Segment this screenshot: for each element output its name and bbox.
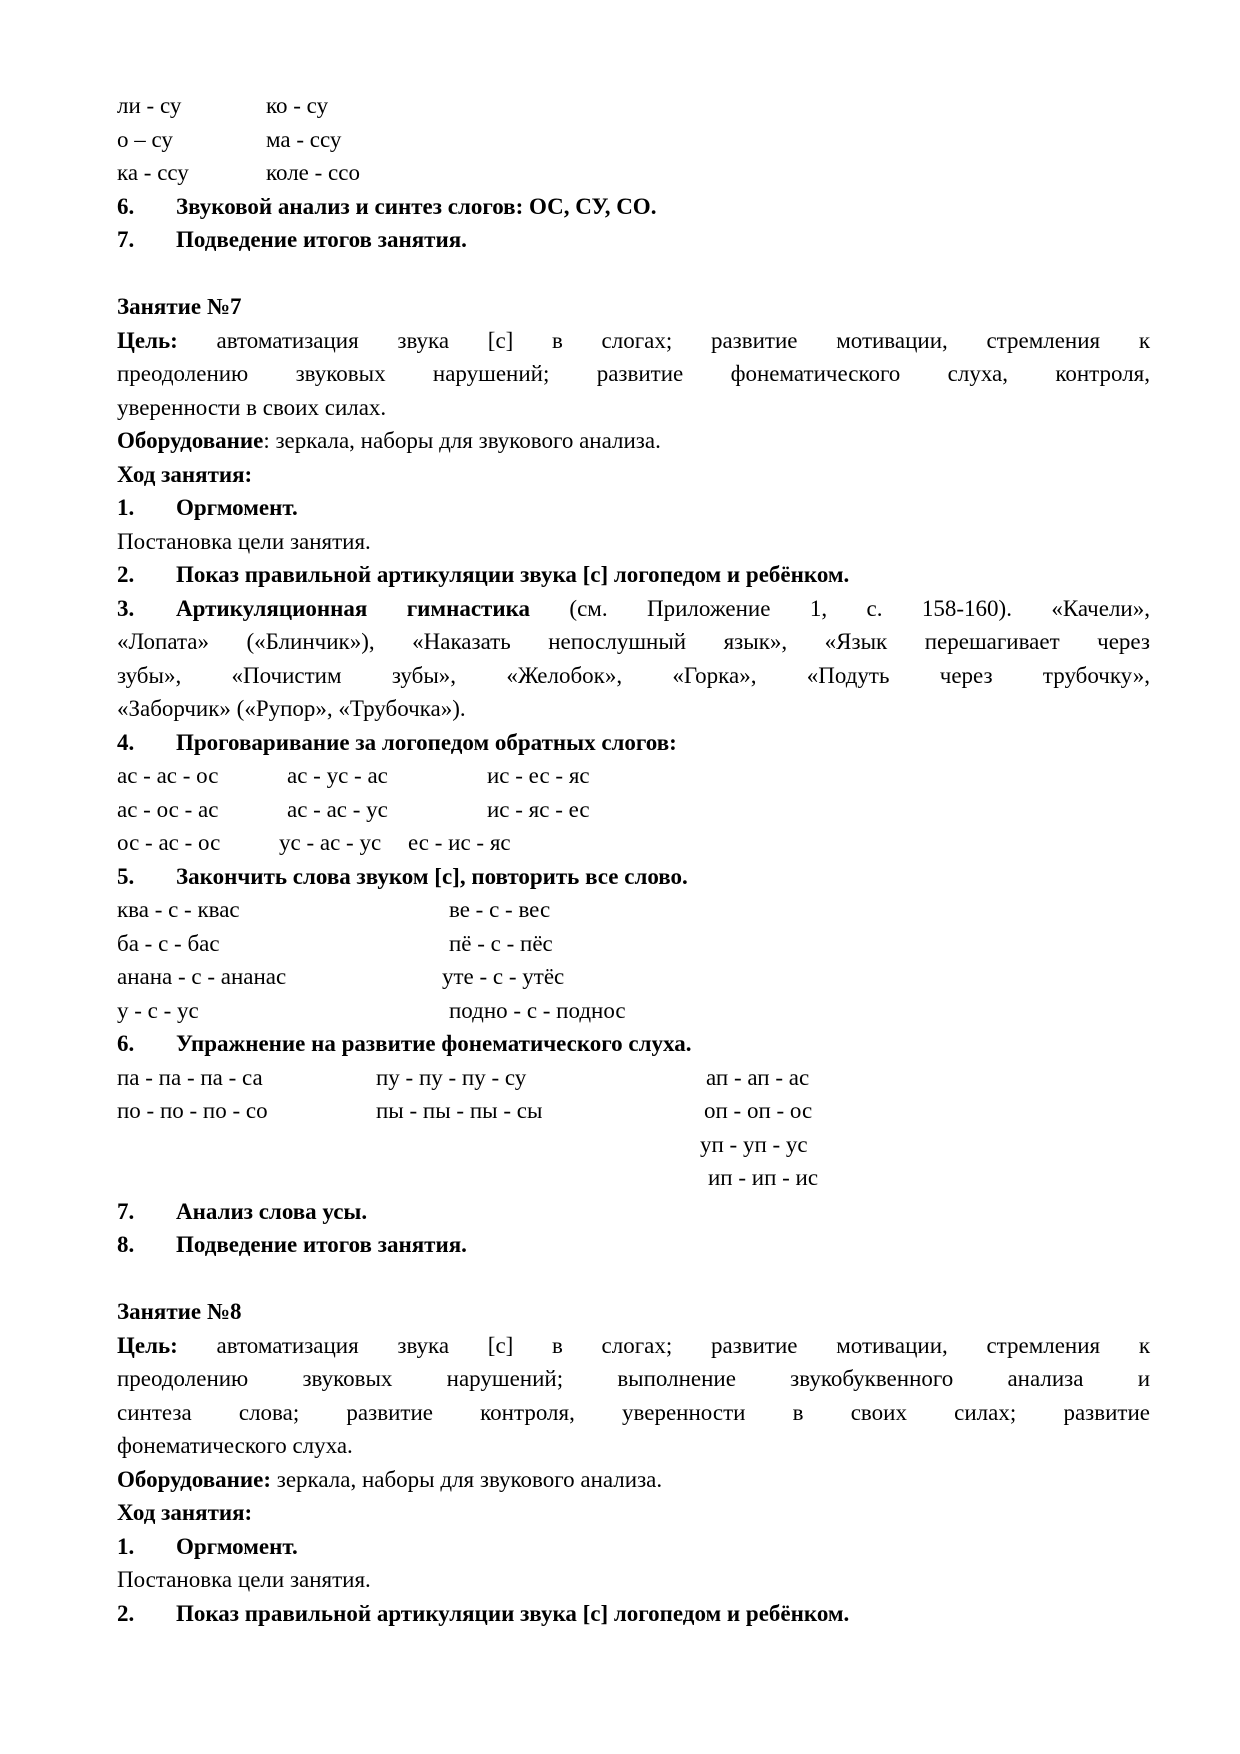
word: анана - с - ананас [117, 964, 287, 989]
blank-line [117, 257, 1150, 291]
syllable: пу - пу - пу - су [376, 1064, 527, 1090]
blank-line [117, 1262, 1150, 1296]
goal-text: автоматизация звука [с] в слогах; развитие мотивации, стремления к [216, 327, 1150, 353]
step-heading [117, 726, 1150, 760]
step-number: 2. [117, 1600, 135, 1626]
syllable: ко - су [266, 93, 329, 118]
syllable-row [117, 759, 1150, 793]
step-heading [117, 1027, 1150, 1061]
syllable: ус - ас - ус [279, 830, 382, 855]
step-text: «Лопата» («Блинчик»), «Наказать непослушный язык», «Язык перешагивает через [117, 629, 1150, 654]
step-title: Подведение итогов занятия. [176, 1232, 467, 1257]
goal-text: преодолению звуковых нарушений; выполнение звукобуквенного анализа и [117, 1366, 1150, 1391]
syllable-row [117, 1128, 1150, 1162]
goal-label: Цель: [117, 327, 178, 353]
step-heading [117, 1228, 1150, 1262]
word: уте - с - утёс [442, 964, 565, 989]
course-heading: Ход занятия: [117, 1500, 253, 1525]
equipment-label: Оборудование [117, 428, 264, 453]
syllable: коле - ссо [266, 160, 360, 185]
step-text: (см. Приложение 1, с. 158-160). «Качели», [530, 595, 1150, 621]
step-number: 4. [117, 729, 135, 755]
lesson-title: Занятие №7 [117, 294, 242, 319]
syllable: ас - ас - ос [117, 763, 219, 788]
step-title: Показ правильной артикуляции звука [с] логопедом и ребёнком. [176, 562, 850, 587]
step-title: Оргмомент. [176, 495, 298, 520]
word-row [117, 927, 1150, 961]
syllable-row [117, 826, 1150, 860]
syllable: ес - ис - яс [408, 830, 511, 855]
step-number: 8. [117, 1232, 135, 1257]
step-number: 7. [117, 1198, 135, 1224]
word: ве - с - вес [449, 897, 551, 922]
equipment-text: : зеркала, наборы для звукового анализа. [263, 428, 661, 453]
course-heading: Ход занятия: [117, 461, 253, 487]
document-page [117, 89, 1150, 1630]
step-number: 1. [117, 1533, 135, 1559]
lesson-title: Занятие №8 [117, 1299, 242, 1324]
syllable: о – су [117, 126, 173, 152]
syllable: ли - су [117, 93, 182, 118]
step-number: 5. [117, 863, 135, 889]
step-text: «Заборчик» («Рупор», «Трубочка»). [117, 696, 466, 721]
syllable: ап - ап - ас [706, 1064, 810, 1090]
equipment-text: зеркала, наборы для звукового анализа. [270, 1466, 663, 1492]
step-title: Проговаривание за логопедом обратных слогов: [176, 729, 677, 755]
syllable: ип - ип - ис [708, 1165, 819, 1190]
goal-text: уверенности в своих силах. [117, 394, 387, 420]
syllable: оп - оп - ос [704, 1098, 813, 1123]
syllable: ас - ас - ус [287, 796, 388, 822]
step-number: 6. [117, 1031, 135, 1056]
step-number: 3. [117, 595, 135, 621]
step-heading [117, 223, 1150, 257]
step-heading [117, 491, 1150, 525]
syllable-row [117, 1094, 1150, 1128]
equipment-label: Оборудование: [117, 1466, 271, 1492]
word: у - с - ус [117, 997, 199, 1023]
step-title: Закончить слова звуком [с], повторить все слово. [176, 863, 688, 889]
word: подно - с - поднос [449, 997, 626, 1023]
step-number: 6. [117, 193, 135, 219]
syllable: уп - уп - ус [700, 1131, 808, 1157]
syllable: ка - ссу [117, 160, 189, 185]
goal-label: Цель: [117, 1332, 178, 1358]
syllable: пы - пы - пы - сы [376, 1098, 543, 1123]
step-heading [117, 558, 1150, 592]
syllable: ас - ус - ас [287, 763, 388, 788]
step-title: Артикуляционная гимнастика [176, 595, 530, 621]
step-heading [117, 1597, 1150, 1631]
step-number: 7. [117, 227, 135, 252]
syllable: ма - ссу [266, 126, 342, 152]
goal-line [117, 324, 1150, 358]
syllable: по - по - по - со [117, 1098, 268, 1123]
goal-text: фонематического слуха. [117, 1433, 353, 1458]
syllable: па - па - па - са [117, 1064, 263, 1090]
goal-line [117, 1329, 1150, 1363]
syllable: ас - ос - ас [117, 796, 219, 822]
syllable-row [117, 1061, 1150, 1095]
syllable: ис - яс - ес [487, 796, 590, 822]
goal-text: автоматизация звука [с] в слогах; развитие мотивации, стремления к [216, 1332, 1150, 1358]
syllable-row [117, 89, 1150, 123]
step-title: Звуковой анализ и синтез слогов: ОС, СУ, СО. [176, 193, 657, 219]
word-row [117, 960, 1150, 994]
step-text: Постановка цели занятия. [117, 528, 371, 554]
step-heading [117, 860, 1150, 894]
step-title: Подведение итогов занятия. [176, 227, 467, 252]
step-text: зубы», «Почистим зубы», «Желобок», «Горка», «Подуть через трубочку», [117, 662, 1150, 688]
syllable-row [117, 156, 1150, 190]
goal-text: преодолению звуковых нарушений; развитие фонематического слуха, контроля, [117, 361, 1150, 386]
step-heading [117, 592, 1150, 626]
step-heading [117, 1530, 1150, 1564]
syllable-row [117, 1161, 1150, 1195]
word-row [117, 994, 1150, 1028]
syllable: ис - ес - яс [487, 763, 590, 788]
step-title: Упражнение на развитие фонематического слуха. [176, 1031, 692, 1056]
step-title: Анализ слова усы. [176, 1198, 368, 1224]
step-title: Показ правильной артикуляции звука [с] логопедом и ребёнком. [176, 1600, 850, 1626]
word: ба - с - бас [117, 930, 220, 956]
step-text: Постановка цели занятия. [117, 1567, 371, 1592]
syllable: ос - ас - ос [117, 830, 221, 855]
syllable-row [117, 793, 1150, 827]
step-number: 2. [117, 562, 135, 587]
word: пё - с - пёс [449, 930, 553, 956]
step-number: 1. [117, 495, 135, 520]
syllable-row [117, 123, 1150, 157]
step-heading [117, 1195, 1150, 1229]
word-row [117, 893, 1150, 927]
word: ква - с - квас [117, 897, 240, 922]
step-title-line [176, 592, 1150, 626]
goal-text: синтеза слова; развитие контроля, уверенности в своих силах; развитие [117, 1399, 1150, 1425]
step-title: Оргмомент. [176, 1533, 298, 1559]
step-heading [117, 190, 1150, 224]
